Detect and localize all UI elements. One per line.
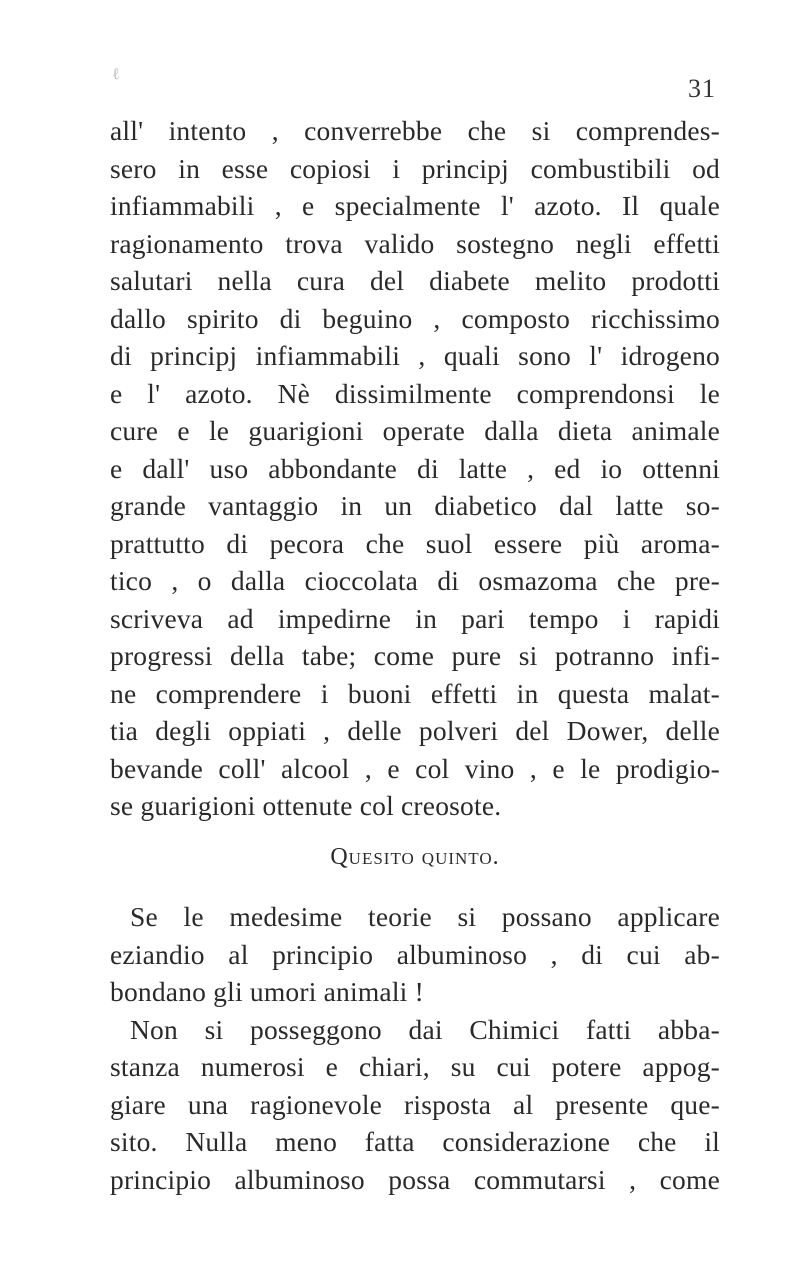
text-line: tico , o dalla cioccolata di osmazoma che pre-	[110, 565, 720, 596]
text-line: Non si posseggono dai Chimici fatti abba-	[130, 1013, 720, 1045]
text-line: stanza numerosi e chiari, su cui potere appog-	[110, 1051, 720, 1082]
text-line: bevande coll' alcool , e col vino , e le prodigio-	[110, 752, 720, 784]
page-number: 31	[688, 74, 716, 103]
text-line: giare una ragionevole risposta al presente que-	[110, 1088, 720, 1120]
text-block	[110, 112, 720, 1198]
text-line: scriveva ad impedirne in pari tempo i rapidi	[110, 602, 720, 634]
paragraph-2	[110, 898, 720, 1011]
text-line: ragionamento trova valido sostegno negli effetti	[110, 227, 720, 259]
text-line: all' intento , converrebbe che si comprendes-	[110, 115, 720, 146]
text-line: cure e le guarigioni operate dalla dieta animale	[110, 415, 720, 446]
text-line: ne comprendere i buoni effetti in questa malat-	[110, 677, 720, 709]
text-line: sero in esse copiosi i principj combustibili od	[110, 152, 720, 184]
text-line: tia degli oppiati , delle polveri del Dower, delle	[110, 715, 720, 746]
paragraph-1	[110, 112, 720, 825]
text-line: grande vantaggio in un diabetico dal latte so-	[110, 490, 720, 521]
text-line: Se le medesime teorie si possano applicare	[130, 901, 720, 932]
text-line: di principj infiammabili , quali sono l' idrogeno	[110, 340, 720, 371]
text-line: e l' azoto. Nè dissimilmente comprendonsi le	[110, 377, 720, 409]
margin-mark: ℓ	[112, 66, 120, 83]
text-line: sito. Nulla meno fatta considerazione che il	[110, 1126, 720, 1157]
text-line: dallo spirito di beguino , composto ricchissimo	[110, 302, 720, 334]
text-line: e dall' uso abbondante di latte , ed io ottenni	[110, 452, 720, 484]
text-line: eziandio al principio albuminoso , di cui ab-	[110, 938, 720, 970]
text-line: se guarigioni ottenute col creosote.	[110, 790, 502, 821]
section-heading: Quesito quinto.	[330, 843, 500, 870]
text-line: principio albuminoso possa commutarsi , come	[110, 1163, 720, 1195]
text-line: salutari nella cura del diabete melito prodotti	[110, 265, 720, 296]
text-line: progressi della tabe; come pure si potranno infi-	[110, 640, 720, 671]
paragraph-3	[110, 1011, 720, 1199]
text-line: prattutto di pecora che suol essere più aroma-	[110, 527, 720, 559]
text-line: infiammabili , e specialmente l' azoto. Il quale	[110, 190, 720, 221]
text-line: bondano gli umori animali !	[110, 976, 424, 1007]
